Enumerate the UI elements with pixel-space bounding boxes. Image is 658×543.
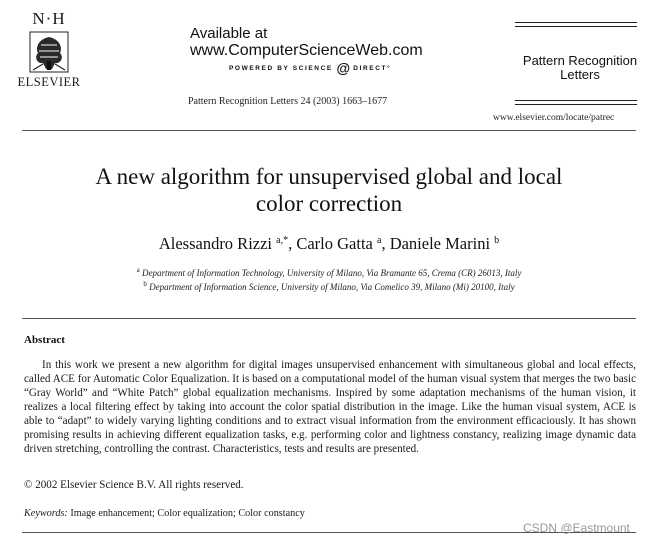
journal-rule: [515, 100, 637, 101]
journal-citation: Pattern Recognition Letters 24 (2003) 1663–1677: [188, 96, 388, 107]
journal-rule: [515, 104, 637, 105]
affiliation: [0, 266, 658, 278]
journal-name-line1: Pattern Recognition: [522, 53, 638, 68]
journal-name: [515, 54, 645, 82]
title-line2: color correction: [255, 191, 403, 216]
powered-by-tail: DIRECT°: [353, 65, 392, 72]
author-affil-mark: a,*: [276, 235, 289, 246]
affiliation-mark: b: [143, 280, 147, 288]
author-list: [0, 234, 658, 254]
affiliation: [0, 280, 658, 292]
site-link[interactable]: www.ComputerScienceWeb.com: [190, 42, 423, 59]
availability-text: Available at: [190, 25, 268, 42]
abstract-divider: [22, 318, 636, 319]
header-divider: [22, 130, 636, 131]
copyright-notice: © 2002 Elsevier Science B.V. All rights reserved.: [24, 479, 244, 491]
publisher-name: ELSEVIER: [17, 75, 81, 89]
journal-url-link[interactable]: www.elsevier.com/locate/patrec: [493, 113, 615, 123]
affiliation-text: Department of Information Science, University of Milano, Via Comelico 39, Milano (Mi) 20100, Italy: [149, 282, 515, 292]
title-line1: A new algorithm for unsupervised global and local: [95, 164, 563, 189]
journal-rule: [515, 22, 637, 23]
affiliation-text: Department of Information Technology, University of Milano, Via Bramante 65, Crema (CR) 26013, Italy: [141, 268, 522, 278]
author-affil-mark: b: [494, 235, 500, 246]
powered-by-sciencedirect: [229, 60, 391, 76]
author-separator: ,: [288, 234, 297, 253]
affiliation-mark: a: [136, 266, 140, 274]
journal-name-line2: Letters: [560, 67, 600, 82]
keywords-text: Image enhancement; Color equalization; Color constancy: [70, 508, 305, 519]
author-separator: ,: [381, 234, 390, 253]
keywords-label: Keywords:: [24, 508, 68, 519]
author-name: Alessandro Rizzi: [158, 234, 273, 253]
watermark: CSDN @Eastmount: [523, 521, 630, 535]
keywords: [24, 508, 305, 519]
author-name: Carlo Gatta: [296, 234, 373, 253]
paper-title: [0, 163, 658, 217]
abstract-paragraph: In this work we present a new algorithm for digital images unsupervised enhancement with simultaneous global and local effects, called ACE for Automatic Color Equalization. It is based on a computational model of the human visual system that merges the two basic “Gray World” and “White Patch” global equalization mechanisms. Inspired by some adaptation mechanisms of the human vision, it realizes a local filtering effect by taking into account the color spatial distribution in the image. Like the human visual system, ACE is able to “adapt” to widely varying lighting conditions and to extract visual information from the environment efficaciously. It has shown promising results in achieving different equalization tasks, e.g. performing color and lightness constancy, realizing image dynamic data driven stretching, controlling the contrast. Characteristics, tests and results are presented.: [24, 359, 636, 455]
author-affil-mark: a: [376, 235, 382, 246]
powered-by-text: POWERED BY SCIENCE: [229, 65, 333, 72]
elsevier-logo: [14, 10, 84, 90]
author-name: Daniele Marini: [389, 234, 491, 253]
journal-rule: [515, 26, 637, 27]
elsevier-tree-icon: [29, 31, 69, 73]
abstract-heading: Abstract: [24, 334, 65, 346]
abstract-body: [24, 358, 636, 456]
north-holland-mark: N·H: [32, 9, 66, 28]
sciencedirect-d-icon: @: [336, 60, 350, 76]
